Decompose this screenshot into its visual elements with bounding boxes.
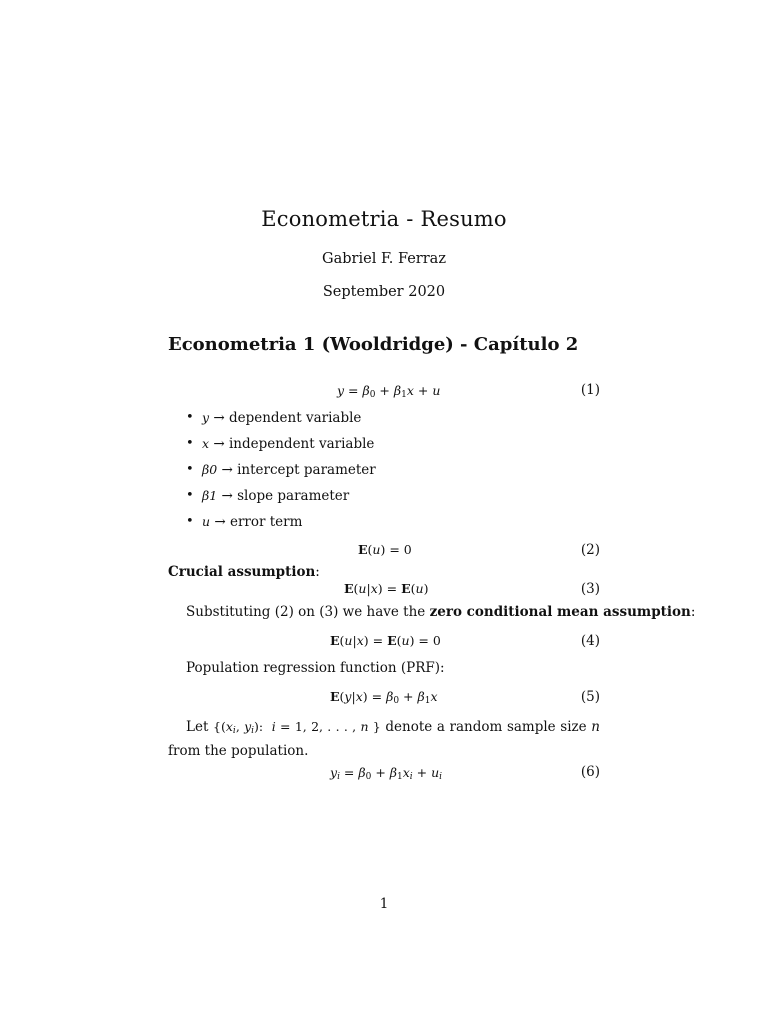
equation-2: E(u) = 0 — [358, 542, 412, 557]
list-item — [186, 462, 376, 488]
equation-number-2: (2) — [580, 542, 600, 558]
substitution-text: Substituting (2) on (3) we have the — [186, 604, 430, 620]
bullet-symbol: β1 — [202, 488, 218, 503]
list-item — [186, 436, 376, 462]
variable-list — [186, 410, 376, 540]
sample-set-expression: {($x_i$, $y_i$): i = 1, 2, . . . , n } — [213, 719, 381, 736]
zero-conditional-mean-term: zero conditional mean assumption — [429, 604, 691, 620]
equation-number-5: (5) — [580, 689, 600, 705]
equation-5: $E(y|x) = \beta_0 + \beta_1x$ — [330, 689, 438, 706]
bullet-text: → slope parameter — [221, 488, 350, 504]
prf-sentence: Population regression function (PRF): — [186, 660, 445, 676]
equation-number-1: (1) — [580, 382, 600, 398]
list-item — [186, 488, 376, 514]
sample-size-symbol: n — [591, 719, 600, 735]
bullet-text: → error term — [214, 514, 303, 530]
bullet-text: → independent variable — [213, 436, 375, 452]
substitution-sentence — [186, 604, 695, 620]
sample-text-start: Let — [186, 719, 214, 735]
equation-6: $y_i = \beta_0 + \beta_1x_i + u_i$ — [330, 765, 443, 782]
bullet-symbol: u — [202, 514, 211, 529]
sample-text-end: from the population. — [168, 743, 309, 759]
equation-4: E(u|x) = E(u) = 0 — [330, 633, 441, 648]
document-date: September 2020 — [322, 284, 446, 300]
bullet-text: → intercept parameter — [221, 462, 376, 478]
crucial-assumption-colon: : — [315, 564, 320, 580]
list-item — [186, 410, 376, 436]
random-sample-paragraph — [168, 717, 600, 761]
author-name: Gabriel F. Ferraz — [322, 251, 446, 267]
bullet-symbol: y — [202, 410, 210, 425]
bullet-symbol: β0 — [202, 462, 218, 477]
section-heading: Econometria 1 (Wooldridge) - Capítulo 2 — [168, 334, 579, 355]
equation-number-6: (6) — [580, 764, 600, 780]
bullet-text: → dependent variable — [213, 410, 362, 426]
document-title: Econometria - Resumo — [261, 207, 507, 231]
equation-3: E(u|x) = E(u) — [344, 581, 429, 596]
substitution-colon: : — [690, 604, 696, 620]
crucial-assumption-bold: Crucial assumption — [168, 564, 316, 580]
sample-text-middle: denote a random sample size — [380, 719, 592, 735]
crucial-assumption-label — [168, 564, 320, 580]
equation-number-4: (4) — [580, 633, 600, 649]
equation-number-3: (3) — [580, 581, 600, 597]
equation-1: $y = \beta_0 + \beta_1x + u$ — [337, 383, 441, 400]
page-number: 1 — [379, 896, 389, 912]
list-item — [186, 514, 376, 540]
bullet-symbol: x — [202, 436, 210, 451]
